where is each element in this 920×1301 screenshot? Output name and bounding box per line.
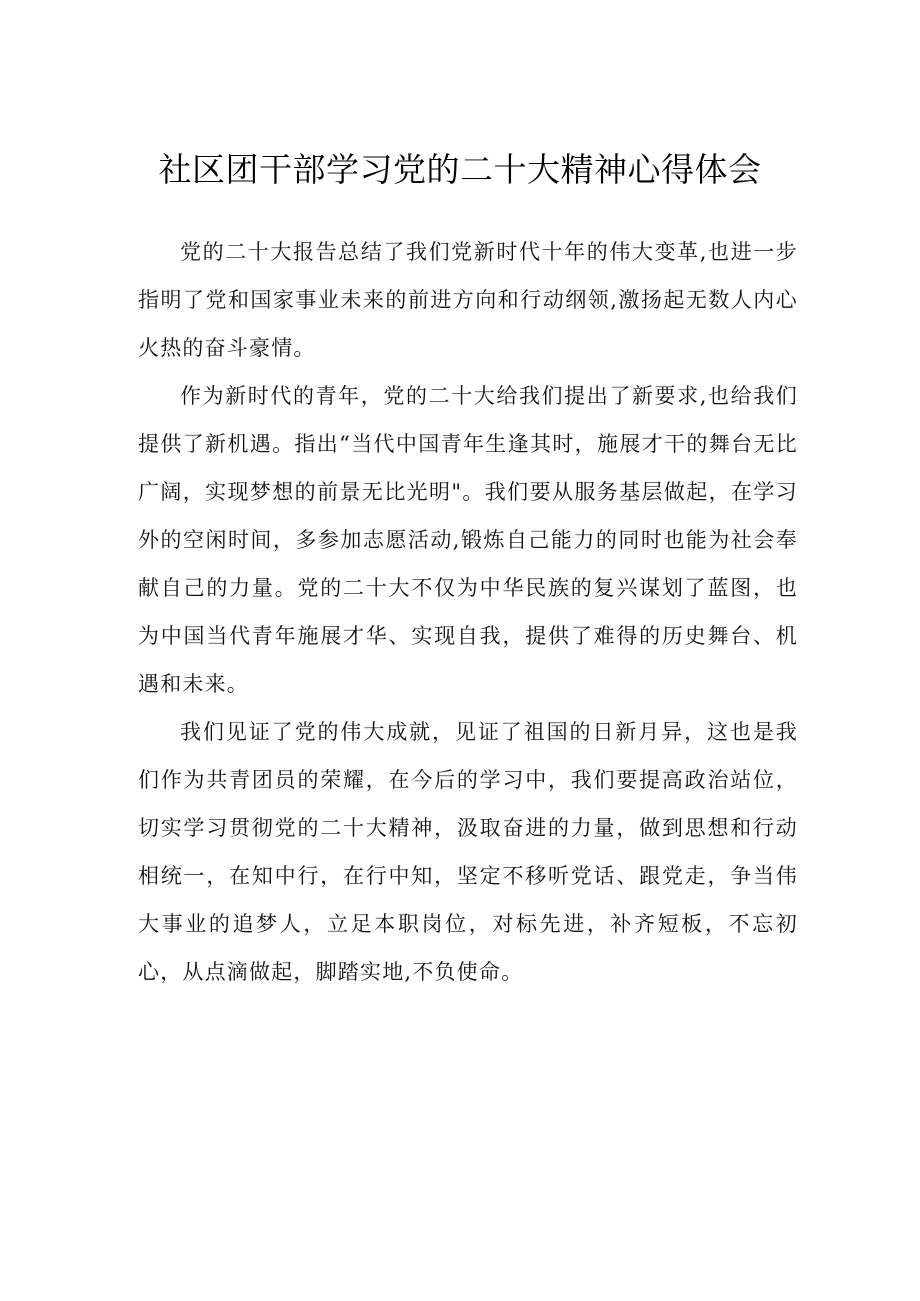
paragraph-1: 党的二十大报告总结了我们党新时代十年的伟大变革,也进一步指明了党和国家事业未来的前进方向和行动纲领,激扬起无数人内心火热的奋斗豪情。 bbox=[138, 240, 798, 360]
paragraph-2: 作为新时代的青年，党的二十大给我们提出了新要求,也给我们提供了新机遇。指出“当代中国青年生逢其时，施展才干的舞台无比广阔，实现梦想的前景无比光明"。我们要从服务基层做起，在学习外的空闲时间，多参加志愿活动,锻炼自己能力的同时也能为社会奉献自己的力量。党的二十大不仅为中华民族的复兴谋划了蓝图，也为中国当代青年施展才华、实现自我，提供了难得的历史舞台、机遇和未来。 bbox=[138, 384, 798, 696]
paragraph-3: 我们见证了党的伟大成就，见证了祖国的日新月异，这也是我们作为共青团员的荣耀，在今后的学习中，我们要提高政治站位，切实学习贯彻党的二十大精神，汲取奋进的力量，做到思想和行动相统一，在知中行，在行中知，坚定不移听党话、跟党走，争当伟大事业的追梦人，立足本职岗位，对标先进，补齐短板，不忘初心，从点滴做起，脚踏实地,不负使命。 bbox=[138, 720, 798, 984]
document-body bbox=[138, 228, 798, 996]
document-title: 社区团干部学习党的二十大精神心得体会 bbox=[158, 150, 762, 189]
